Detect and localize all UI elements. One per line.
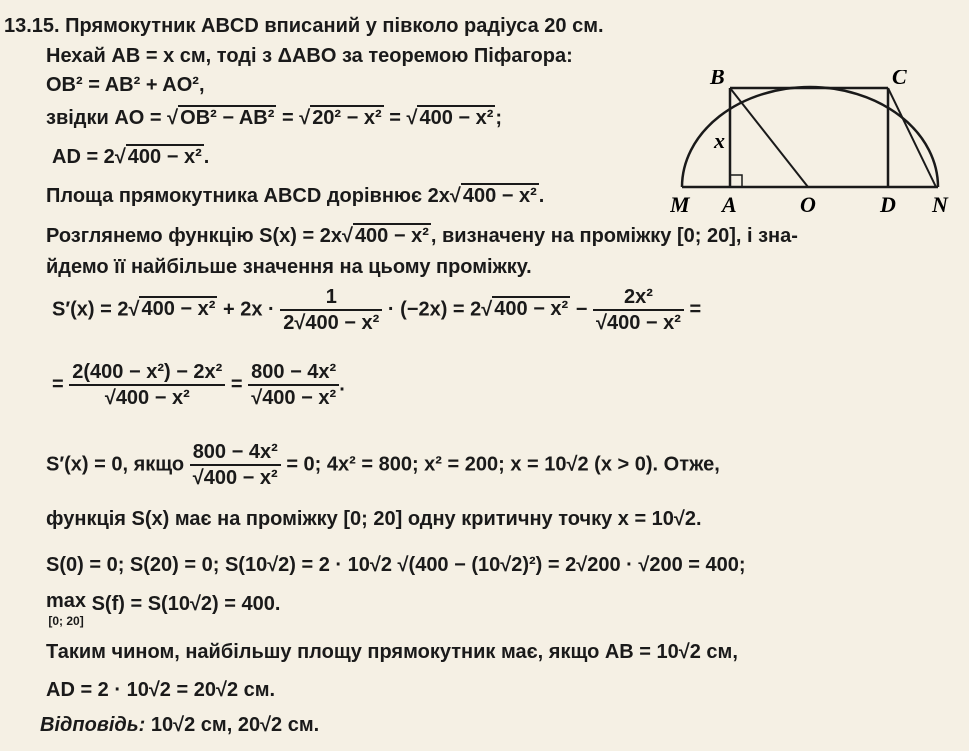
line4-root-1: OB² − AB² <box>180 107 275 129</box>
line7-root: 400 − x² <box>354 225 429 247</box>
label-d: D <box>880 192 896 217</box>
d3-f-num: 800 − 4x² <box>192 441 278 463</box>
text-line-7: Розглянемо функцію S(x) = 2x√ 400 − x² , визначену на проміжку [0; 20], і зна- <box>46 225 798 247</box>
line4-root-3: 400 − x² <box>419 107 494 129</box>
d1-d: − <box>570 298 594 321</box>
segment-cn <box>888 88 936 187</box>
text-line-8: йдемо її найбільше значення на цьому проміжку. <box>46 256 532 278</box>
line5-prefix: AD = 2 <box>52 146 115 168</box>
critical-line <box>46 440 720 490</box>
text-line-d8: AD = 2 · 10√2 = 20√2 см. <box>46 679 276 701</box>
label-n: N <box>932 192 948 217</box>
derivative-line-1: S′(x) = 2√ 400 − x² + 2x · $\frac{1}{\text{2√400 − x²}}$ · (−2x) = 2√ 400 − x² − $\frac{\text{2x²}}{\text{√400 − x²}}$ = <box>52 286 702 334</box>
text-line-d4: функція S(x) має на проміжку [0; 20] одну критичну точку x = 10√2. <box>46 508 702 530</box>
max-word: max <box>46 590 87 612</box>
line6-root: 400 − x² <box>462 185 537 207</box>
line6-prefix: Площа прямокутника ABCD дорівнює 2x <box>46 185 450 207</box>
line7-prefix: Розглянемо функцію S(x) = 2x <box>46 225 342 247</box>
d1-c: · (−2x) = 2 <box>387 298 482 321</box>
d1-root-1: 400 − x² <box>141 298 216 321</box>
text-line-6: Площа прямокутника ABCD дорівнює 2x√ 400 − x² . <box>46 185 545 207</box>
text-line-3: OB² = AB² + AO², <box>46 74 205 96</box>
label-x: x <box>714 128 725 153</box>
line7-suffix: , визначену на проміжку [0; 20], і зна- <box>430 225 798 247</box>
d3-b: = 0; 4x² = 800; x² = 200; x = 10√2 (x > 0). Отже, <box>280 453 720 476</box>
text-line-2: Нехай AB = x см, тоді з ΔABO за теоремою Піфагора: <box>46 45 573 67</box>
segment-bo <box>730 88 808 187</box>
text-line-5: AD = 2√ 400 − x² . <box>52 146 210 168</box>
derivative-line-2: = $\frac{\text{2(400 − x²) − 2x²}}{\text{√400 − x²}}$ = $\frac{\text{800 − 4x²}}{\text{√400 − x²}}$ . <box>52 361 345 409</box>
d2-fraction-2: $\frac{\text{800 − 4x²}}{\text{√400 − x²}}$ <box>248 360 339 410</box>
d2-fraction-1: $\frac{\text{2(400 − x²) − 2x²}}{\text{√400 − x²}}$ <box>69 360 225 410</box>
max-rest: S(f) = S(10√2) = 400. <box>86 593 281 615</box>
d2-f2-num: 800 − 4x² <box>251 361 337 383</box>
d3-a: S′(x) = 0, якщо <box>46 453 185 476</box>
d1-f1-den: 400 − x² <box>305 312 380 334</box>
label-b: B <box>710 70 725 89</box>
label-o: O <box>800 192 816 217</box>
d1-fraction-2: $\frac{\text{2x²}}{\text{√400 − x²}}$ <box>593 285 684 335</box>
d1-root-2: 400 − x² <box>494 298 569 321</box>
d1-b: + 2x · <box>217 298 275 321</box>
d1-f2-den: 400 − x² <box>607 312 681 334</box>
max-line <box>46 592 280 630</box>
answer-label: Відповідь: <box>40 714 146 736</box>
d2-f1-den: 400 − x² <box>115 387 190 409</box>
label-c: C <box>892 70 907 89</box>
answer-values: 10√2 см, 20√2 см. <box>145 714 320 736</box>
semicircle-figure <box>670 70 960 220</box>
answer-line <box>40 713 319 737</box>
d3-f-den: 400 − x² <box>203 467 278 489</box>
label-m: M <box>670 192 690 217</box>
line4-root-2: 20² − x² <box>312 107 382 129</box>
text-line-d7: Таким чином, найбільшу площу прямокутник має, якщо AB = 10√2 см, <box>46 641 738 663</box>
d1-fraction-1: $\frac{1}{\text{2√400 − x²}}$ <box>280 285 382 335</box>
line5-root: 400 − x² <box>127 146 202 168</box>
d2-f1-num: 2(400 − x²) − 2x² <box>72 361 223 383</box>
right-angle-mark <box>730 175 742 187</box>
problem-line-1 <box>4 14 604 38</box>
text-line-d5: S(0) = 0; S(20) = 0; S(10√2) = 2 · 10√2 √(400 − (10√2)²) = 2√200 · √200 = 400; <box>46 554 746 576</box>
problem-number: 13.15. <box>4 15 60 37</box>
line4-prefix: звідки AO = <box>46 107 162 129</box>
text-line-4: звідки AO = √ OB² − AB² = √ 20² − x² = √ 400 − x² ; <box>46 107 503 129</box>
problem-statement: Прямокутник ABCD вписаний у півколо радіуса 20 см. <box>65 15 604 37</box>
label-a: A <box>722 192 737 217</box>
d1-f2-num: 2x² <box>624 286 653 308</box>
max-interval: [0; 20] <box>48 614 84 628</box>
d1-f1-num: 1 <box>325 286 337 308</box>
d3-fraction: $\frac{\text{800 − 4x²}}{\text{√400 − x²}}$ <box>190 440 281 490</box>
d1-a: S′(x) = 2 <box>52 298 129 321</box>
d2-f2-den: 400 − x² <box>262 387 337 409</box>
